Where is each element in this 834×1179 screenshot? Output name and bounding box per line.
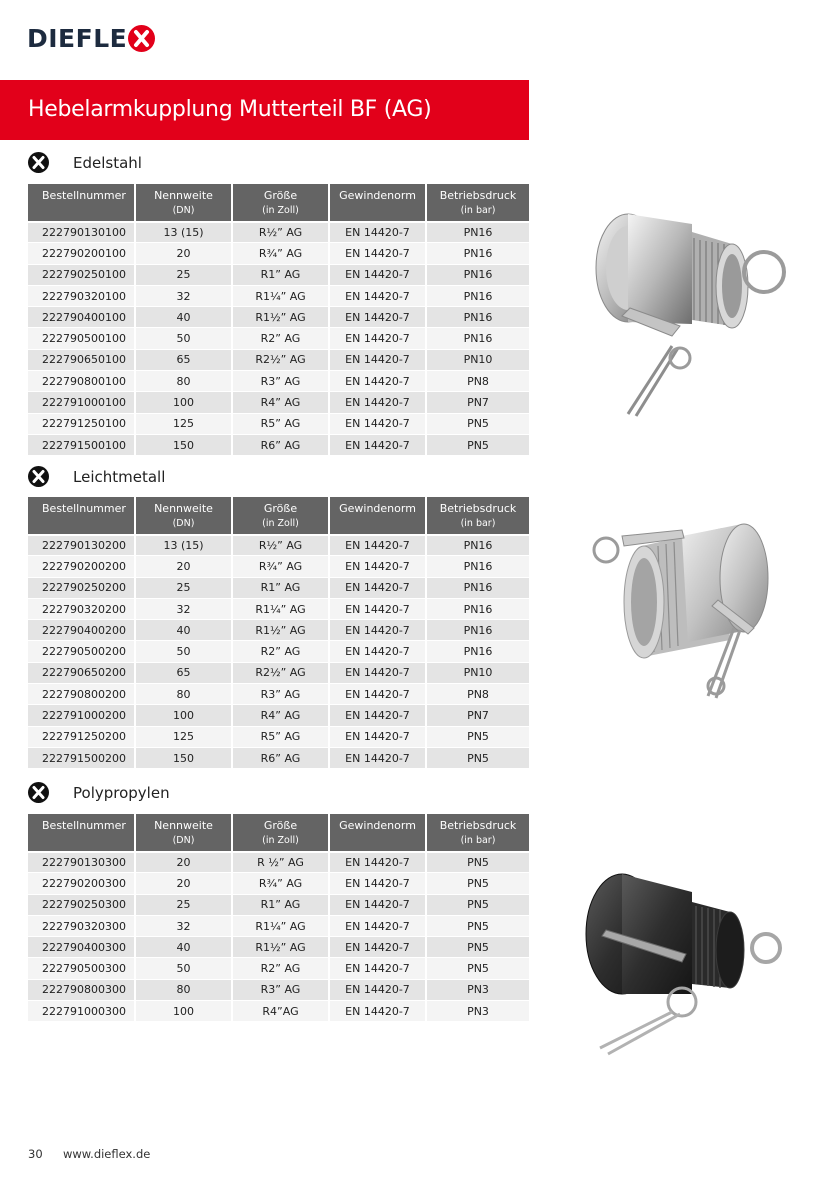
column-header-gewindenorm [330,814,427,851]
column-header-betriebsdruck [427,497,529,534]
column-header-label: Nennweite [154,502,213,515]
logo-wordmark: DIEFLE [27,23,128,53]
cell-bestellnummer: 222790130100 [28,221,136,242]
cell-gewindenorm: EN 14420-7 [330,683,427,704]
cell-gewindenorm: EN 14420-7 [330,598,427,619]
table-row [28,306,529,327]
cell-gewindenorm: EN 14420-7 [330,936,427,957]
cell-betriebsdruck: PN16 [427,306,529,327]
cell-gewindenorm: EN 14420-7 [330,872,427,893]
cell-nennweite: 25 [136,577,233,598]
cell-betriebsdruck: PN5 [427,915,529,936]
page-title: Hebelarmkupplung Mutterteil BF (AG) [28,97,432,122]
cell-nennweite: 32 [136,285,233,306]
table-row [28,555,529,576]
table-row [28,434,529,455]
cell-bestellnummer: 222790200300 [28,872,136,893]
column-header-unit: (DN) [172,518,195,529]
table-row [28,747,529,768]
cell-bestellnummer: 222790130300 [28,851,136,872]
cell-bestellnummer: 222790320300 [28,915,136,936]
cell-nennweite: 100 [136,704,233,725]
cell-groesse: R5” AG [233,726,330,747]
cell-bestellnummer: 222790500200 [28,640,136,661]
column-header-label: Nennweite [154,189,213,202]
cell-groesse: R3” AG [233,370,330,391]
table-row [28,370,529,391]
cell-gewindenorm: EN 14420-7 [330,391,427,412]
cell-bestellnummer: 222790650100 [28,349,136,370]
cell-bestellnummer: 222790800100 [28,370,136,391]
table-row [28,598,529,619]
cell-groesse: R½” AG [233,221,330,242]
cell-gewindenorm: EN 14420-7 [330,577,427,598]
cell-gewindenorm: EN 14420-7 [330,242,427,263]
cell-gewindenorm: EN 14420-7 [330,747,427,768]
cell-betriebsdruck: PN16 [427,264,529,285]
cell-gewindenorm: EN 14420-7 [330,285,427,306]
cell-groesse: R¾” AG [233,872,330,893]
table-row [28,726,529,747]
table-row [28,851,529,872]
cell-betriebsdruck: PN7 [427,391,529,412]
cell-groesse: R1” AG [233,894,330,915]
cell-betriebsdruck: PN16 [427,555,529,576]
cell-groesse: R3” AG [233,683,330,704]
cell-gewindenorm: EN 14420-7 [330,915,427,936]
table-row [28,640,529,661]
table-row [28,915,529,936]
column-header-gewindenorm [330,184,427,221]
cell-betriebsdruck: PN5 [427,413,529,434]
cell-groesse: R1½” AG [233,936,330,957]
cell-bestellnummer: 222791000200 [28,704,136,725]
cell-groesse: R1½” AG [233,619,330,640]
cell-groesse: R2½” AG [233,662,330,683]
cell-groesse: R2” AG [233,327,330,348]
cell-bestellnummer: 222790250100 [28,264,136,285]
cell-nennweite: 13 (15) [136,221,233,242]
table-row [28,936,529,957]
column-header-label: Betriebsdruck [439,502,517,515]
cell-betriebsdruck: PN5 [427,872,529,893]
cell-groesse: R6” AG [233,747,330,768]
cell-bestellnummer: 222791250100 [28,413,136,434]
cell-nennweite: 20 [136,242,233,263]
table-row [28,704,529,725]
cell-groesse: R½” AG [233,534,330,555]
spec-table-leichtmetall [28,497,529,768]
table-row [28,1000,529,1021]
cell-betriebsdruck: PN5 [427,894,529,915]
cell-groesse: R1½” AG [233,306,330,327]
cell-gewindenorm: EN 14420-7 [330,704,427,725]
table-row [28,534,529,555]
cell-nennweite: 32 [136,915,233,936]
cell-bestellnummer: 222790650200 [28,662,136,683]
column-header-nennweite [136,814,233,851]
table-header-row [28,814,529,851]
cell-gewindenorm: EN 14420-7 [330,1000,427,1021]
cell-gewindenorm: EN 14420-7 [330,306,427,327]
column-header-label: Größe [263,502,298,515]
cell-nennweite: 25 [136,264,233,285]
cell-betriebsdruck: PN16 [427,285,529,306]
cell-betriebsdruck: PN16 [427,598,529,619]
cell-nennweite: 25 [136,894,233,915]
table-row [28,979,529,1000]
product-image-polypropylen [572,862,812,1062]
cell-gewindenorm: EN 14420-7 [330,434,427,455]
cell-bestellnummer: 222791000100 [28,391,136,412]
column-header-label: Gewindenorm [339,189,416,202]
cell-betriebsdruck: PN16 [427,640,529,661]
cell-groesse: R ½” AG [233,851,330,872]
cell-gewindenorm: EN 14420-7 [330,640,427,661]
column-header-unit: (in bar) [460,835,496,846]
cell-betriebsdruck: PN3 [427,979,529,1000]
column-header-unit: (in bar) [460,518,496,529]
cell-betriebsdruck: PN16 [427,534,529,555]
logo-x-icon [128,25,155,52]
cell-bestellnummer: 222790400100 [28,306,136,327]
cell-nennweite: 80 [136,683,233,704]
section-title-edelstahl: Edelstahl [73,154,142,172]
column-header-groesse [233,497,330,534]
table-row [28,619,529,640]
cell-betriebsdruck: PN16 [427,577,529,598]
cell-gewindenorm: EN 14420-7 [330,957,427,978]
cell-bestellnummer: 222790250300 [28,894,136,915]
cell-nennweite: 20 [136,555,233,576]
table-row [28,327,529,348]
cell-groesse: R4” AG [233,704,330,725]
dieflex-x-icon [28,466,49,487]
cell-nennweite: 125 [136,726,233,747]
table-row [28,872,529,893]
cell-groesse: R2” AG [233,640,330,661]
cell-nennweite: 20 [136,872,233,893]
cell-groesse: R1¼” AG [233,915,330,936]
cell-groesse: R1¼” AG [233,598,330,619]
cell-nennweite: 80 [136,979,233,1000]
cell-nennweite: 40 [136,306,233,327]
footer-url-link[interactable]: www.dieflex.de [63,1147,151,1161]
column-header-bestellnummer [28,497,136,534]
cell-nennweite: 20 [136,851,233,872]
column-header-unit: (DN) [172,205,195,216]
column-header-label: Größe [263,819,298,832]
table-row [28,577,529,598]
cell-gewindenorm: EN 14420-7 [330,555,427,576]
cell-groesse: R3” AG [233,979,330,1000]
cell-groesse: R1” AG [233,577,330,598]
cell-betriebsdruck: PN8 [427,683,529,704]
column-header-betriebsdruck [427,814,529,851]
cell-betriebsdruck: PN3 [427,1000,529,1021]
column-header-unit: (in Zoll) [262,205,299,216]
cell-nennweite: 32 [136,598,233,619]
column-header-label: Größe [263,189,298,202]
cell-bestellnummer: 222790400300 [28,936,136,957]
cell-gewindenorm: EN 14420-7 [330,662,427,683]
column-header-label: Bestellnummer [42,819,126,832]
cell-gewindenorm: EN 14420-7 [330,413,427,434]
table-row [28,221,529,242]
spec-table-polypropylen [28,814,529,1021]
cell-gewindenorm: EN 14420-7 [330,534,427,555]
table-row [28,264,529,285]
cell-bestellnummer: 222790250200 [28,577,136,598]
cell-betriebsdruck: PN5 [427,851,529,872]
table-row [28,662,529,683]
cell-groesse: R1¼” AG [233,285,330,306]
table-row [28,894,529,915]
cell-groesse: R6” AG [233,434,330,455]
product-image-edelstahl [572,196,812,436]
cell-bestellnummer: 222790200200 [28,555,136,576]
product-image-leichtmetall [572,506,812,746]
table-header-row [28,497,529,534]
cell-gewindenorm: EN 14420-7 [330,264,427,285]
column-header-label: Betriebsdruck [439,819,517,832]
column-header-unit: (DN) [172,835,195,846]
cell-nennweite: 13 (15) [136,534,233,555]
table-row [28,349,529,370]
column-header-betriebsdruck [427,184,529,221]
cell-groesse: R5” AG [233,413,330,434]
column-header-label: Gewindenorm [339,502,416,515]
table-row [28,242,529,263]
cell-gewindenorm: EN 14420-7 [330,979,427,1000]
dieflex-x-icon [28,152,49,173]
cell-nennweite: 50 [136,957,233,978]
cell-nennweite: 125 [136,413,233,434]
column-header-groesse [233,184,330,221]
cell-betriebsdruck: PN8 [427,370,529,391]
column-header-unit: (in Zoll) [262,835,299,846]
cell-bestellnummer: 222790500300 [28,957,136,978]
cell-nennweite: 50 [136,327,233,348]
table-row [28,957,529,978]
cell-nennweite: 40 [136,619,233,640]
cell-betriebsdruck: PN5 [427,957,529,978]
cell-bestellnummer: 222790200100 [28,242,136,263]
cell-bestellnummer: 222790500100 [28,327,136,348]
column-header-label: Bestellnummer [42,502,126,515]
cell-groesse: R4” AG [233,391,330,412]
cell-nennweite: 50 [136,640,233,661]
column-header-label: Gewindenorm [339,819,416,832]
cell-betriebsdruck: PN16 [427,327,529,348]
cell-betriebsdruck: PN5 [427,747,529,768]
column-header-label: Betriebsdruck [439,189,517,202]
cell-bestellnummer: 222790800300 [28,979,136,1000]
cell-bestellnummer: 222791000300 [28,1000,136,1021]
column-header-unit: (in Zoll) [262,518,299,529]
cell-groesse: R2½” AG [233,349,330,370]
column-header-bestellnummer [28,814,136,851]
cell-betriebsdruck: PN10 [427,349,529,370]
column-header-nennweite [136,497,233,534]
cell-nennweite: 150 [136,747,233,768]
cell-betriebsdruck: PN7 [427,704,529,725]
section-title-polypropylen: Polypropylen [73,784,170,802]
cell-nennweite: 100 [136,391,233,412]
table-row [28,683,529,704]
cell-bestellnummer: 222790320100 [28,285,136,306]
column-header-nennweite [136,184,233,221]
column-header-label: Bestellnummer [42,189,126,202]
cell-bestellnummer: 222790130200 [28,534,136,555]
cell-nennweite: 150 [136,434,233,455]
cell-betriebsdruck: PN16 [427,619,529,640]
cell-gewindenorm: EN 14420-7 [330,327,427,348]
cell-betriebsdruck: PN5 [427,434,529,455]
column-header-unit: (in bar) [460,205,496,216]
cell-nennweite: 65 [136,349,233,370]
cell-betriebsdruck: PN5 [427,726,529,747]
cell-groesse: R4”AG [233,1000,330,1021]
cell-groesse: R¾” AG [233,242,330,263]
column-header-gewindenorm [330,497,427,534]
cell-betriebsdruck: PN10 [427,662,529,683]
cell-bestellnummer: 222790800200 [28,683,136,704]
cell-nennweite: 65 [136,662,233,683]
cell-groesse: R2” AG [233,957,330,978]
cell-betriebsdruck: PN16 [427,221,529,242]
cell-gewindenorm: EN 14420-7 [330,894,427,915]
page-number: 30 [28,1147,43,1161]
cell-nennweite: 40 [136,936,233,957]
cell-gewindenorm: EN 14420-7 [330,726,427,747]
table-row [28,413,529,434]
cell-nennweite: 80 [136,370,233,391]
cell-bestellnummer: 222790400200 [28,619,136,640]
cell-groesse: R1” AG [233,264,330,285]
table-row [28,391,529,412]
section-title-leichtmetall: Leichtmetall [73,468,166,486]
cell-betriebsdruck: PN5 [427,936,529,957]
column-header-bestellnummer [28,184,136,221]
cell-bestellnummer: 222791500200 [28,747,136,768]
cell-gewindenorm: EN 14420-7 [330,851,427,872]
table-row [28,285,529,306]
cell-nennweite: 100 [136,1000,233,1021]
table-header-row [28,184,529,221]
column-header-groesse [233,814,330,851]
cell-groesse: R¾” AG [233,555,330,576]
dieflex-x-icon [28,782,49,803]
cell-gewindenorm: EN 14420-7 [330,349,427,370]
dieflex-logo [27,24,155,52]
cell-bestellnummer: 222790320200 [28,598,136,619]
cell-gewindenorm: EN 14420-7 [330,619,427,640]
spec-table-edelstahl [28,184,529,455]
cell-betriebsdruck: PN16 [427,242,529,263]
cell-bestellnummer: 222791250200 [28,726,136,747]
cell-gewindenorm: EN 14420-7 [330,221,427,242]
column-header-label: Nennweite [154,819,213,832]
cell-bestellnummer: 222791500100 [28,434,136,455]
cell-gewindenorm: EN 14420-7 [330,370,427,391]
